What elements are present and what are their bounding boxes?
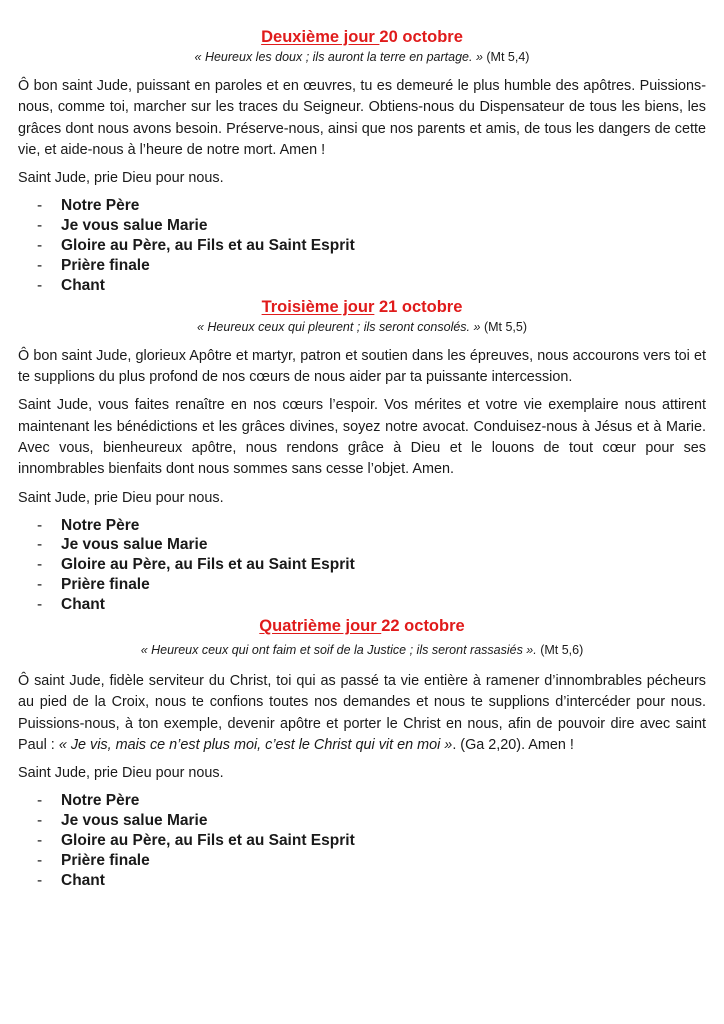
list-item-label: Notre Père — [61, 197, 140, 215]
section-day-4 — [18, 615, 706, 891]
list-dash: - — [37, 516, 43, 534]
list-item — [18, 236, 706, 256]
quote-reference: (Mt 5,6) — [536, 643, 584, 658]
scripture-quote — [18, 641, 706, 659]
paragraph-citation: « Je vis, mais ce n’est plus moi, c’est le Christ qui vit en moi » — [58, 736, 453, 753]
list-dash: - — [37, 237, 43, 254]
list-item — [18, 811, 706, 831]
list-item-label: Je vous salue Marie — [61, 217, 208, 235]
list-dash: - — [37, 556, 43, 574]
quote-text: « Heureux ceux qui ont faim et soif de la Justice ; ils seront rassasiés ». — [140, 643, 537, 658]
scripture-quote — [18, 48, 706, 66]
list-item-label: Gloire au Père, au Fils et au Saint Esprit — [61, 832, 355, 850]
refrain: Saint Jude, prie Dieu pour nous. — [18, 170, 224, 187]
list-item — [18, 871, 706, 891]
list-item — [18, 851, 706, 871]
list-dash: - — [37, 792, 43, 810]
prayer-paragraph: Ô bon saint Jude, glorieux Apôtre et martyr, patron et soutien dans les épreuves, nous accourons vers toi et te supplions du plus profond de nos cœurs de nous aider par ta puissante intercession. — [18, 347, 706, 386]
list-item-label: Notre Père — [61, 792, 140, 810]
list-dash: - — [37, 217, 43, 235]
quote-text: « Heureux les doux ; ils auront la terre en partage. » — [194, 50, 483, 64]
list-item — [18, 276, 706, 296]
list-dash: - — [37, 832, 43, 850]
section-day-3 — [18, 296, 706, 615]
list-item — [18, 575, 706, 595]
prayer-paragraph — [18, 671, 706, 756]
list-item-label: Je vous salue Marie — [61, 536, 208, 554]
list-item-label: Chant — [61, 871, 105, 889]
list-dash: - — [37, 276, 43, 294]
prayer-list — [18, 791, 706, 891]
section-title — [18, 615, 706, 637]
title-date: 20 octobre — [379, 28, 463, 46]
prayer-list — [18, 196, 706, 296]
refrain: Saint Jude, prie Dieu pour nous. — [18, 489, 224, 506]
list-dash: - — [37, 256, 43, 274]
list-dash: - — [37, 812, 43, 830]
list-dash: - — [37, 871, 43, 889]
list-dash: - — [37, 851, 43, 869]
title-underlined: Quatrième jour — [259, 617, 382, 636]
list-item-label: Gloire au Père, au Fils et au Saint Esprit — [61, 237, 355, 254]
quote-reference: (Mt 5,5) — [480, 319, 528, 334]
list-item-label: Notre Père — [61, 516, 140, 534]
list-item — [18, 256, 706, 276]
list-item-label: Chant — [61, 596, 105, 614]
list-dash: - — [37, 576, 43, 594]
list-item — [18, 535, 706, 555]
section-title — [18, 26, 706, 48]
section-day-2 — [18, 26, 706, 296]
prayer-list — [18, 516, 706, 616]
list-item — [18, 791, 706, 811]
title-underlined: Troisième jour — [261, 297, 375, 316]
list-item-label: Prière finale — [61, 576, 150, 594]
list-item-label: Je vous salue Marie — [61, 812, 208, 830]
list-item — [18, 216, 706, 236]
list-item-label: Gloire au Père, au Fils et au Saint Esprit — [61, 556, 355, 574]
section-title — [18, 296, 706, 318]
quote-text: « Heureux ceux qui pleurent ; ils seront consolés. » — [196, 319, 481, 334]
paragraph-end: . (Ga 2,20). Amen ! — [452, 736, 574, 753]
prayer-paragraph: Saint Jude, vous faites renaître en nos cœurs l’espoir. Vos mérites et votre vie exemplaire nous attirent maintenant les bénédictions et les grâces divines, soyez notre avocat. Conduisez-nous à Jésus et à Marie. Avec vous, bienheureux apôtre, nous rendons grâce à Dieu et le louons de tout cœur pour ses innombrables bienfaits dont nous sommes sans cesse l’objet. Amen. — [18, 397, 706, 478]
list-item — [18, 555, 706, 575]
title-date: 22 octobre — [381, 617, 465, 636]
list-item — [18, 831, 706, 851]
quote-reference: (Mt 5,4) — [482, 50, 530, 64]
list-item-label: Prière finale — [61, 256, 150, 274]
list-item — [18, 595, 706, 615]
paragraph-text: Ô saint Jude, fidèle serviteur du Christ, toi qui as passé ta vie entière à ramener d’innombrables pécheurs au pied de la Croix, nous te confions toutes nos demandes et nous te supplions d’intercéder pour nous. Puissions-nous, à ton exemple, devenir apôtre et porter le Christ en nous, afin de pouvoir dire avec saint Paul : — [18, 673, 706, 753]
list-item — [18, 196, 706, 216]
list-dash: - — [37, 197, 43, 215]
list-dash: - — [37, 536, 43, 554]
title-underlined: Deuxième jour — [261, 28, 380, 46]
refrain: Saint Jude, prie Dieu pour nous. — [18, 765, 224, 782]
list-item-label: Chant — [61, 276, 105, 294]
list-dash: - — [37, 596, 43, 614]
list-item-label: Prière finale — [61, 851, 150, 869]
list-item — [18, 516, 706, 536]
scripture-quote — [18, 318, 706, 336]
prayer-paragraph: Ô bon saint Jude, puissant en paroles et en œuvres, tu es demeuré le plus humble des apôtres. Puissions-nous, comme toi, marcher sur les traces du Seigneur. Obtiens-nous du Dispensateur de tous les biens, les grâces dont nous avons besoin. Préserve-nous, ainsi que nos parents et amis, de tous les dangers de cette vie, et aide-nous à l’heure de notre mort. Amen ! — [18, 78, 706, 158]
title-date: 21 octobre — [374, 297, 463, 316]
